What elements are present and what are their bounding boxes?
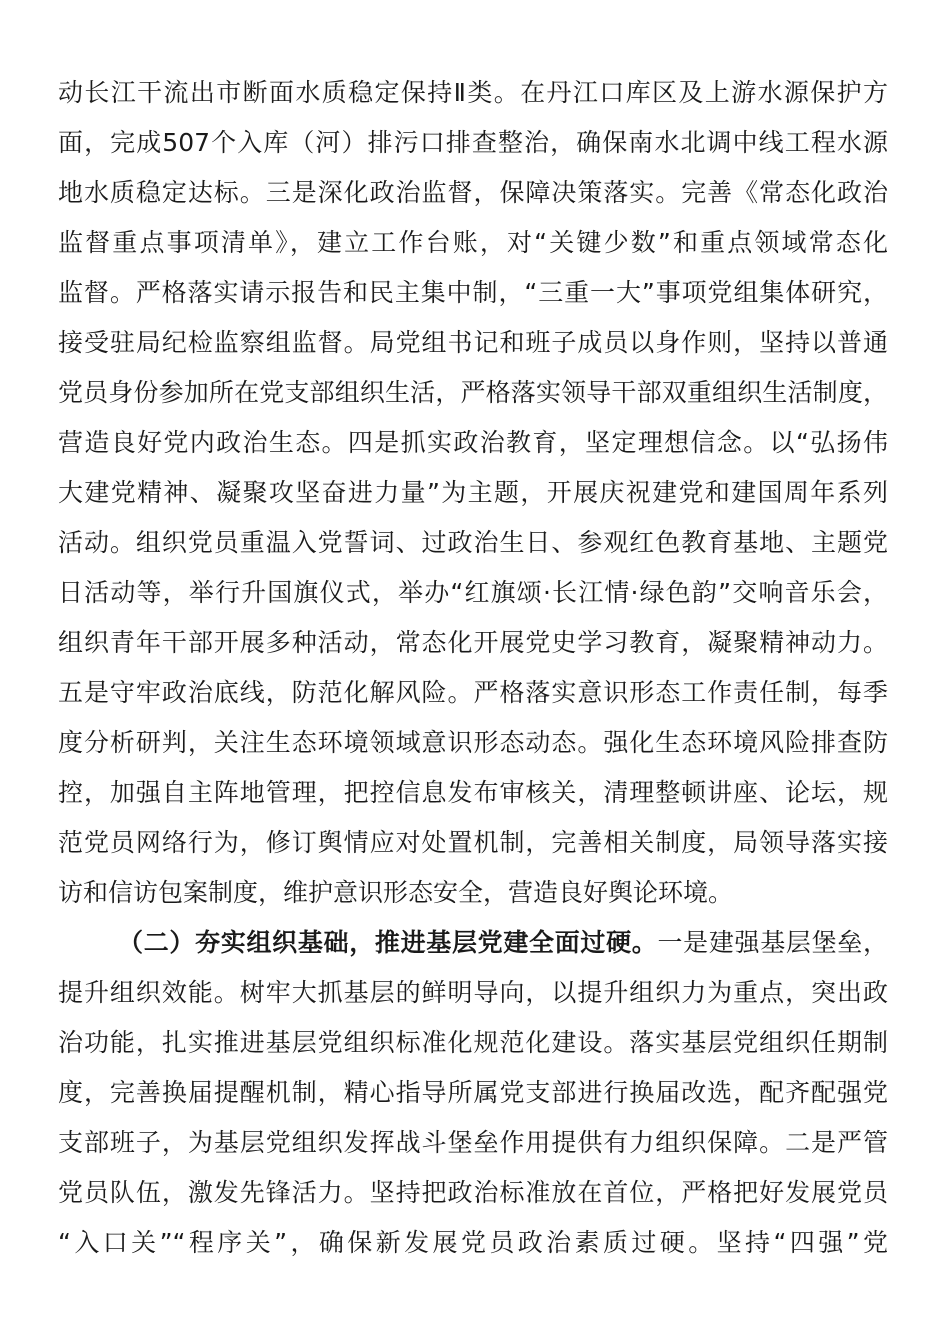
section-heading: （二）夯实组织基础，推进基层党建全面过硬。 xyxy=(118,928,658,957)
text-line: 五是守牢政治底线，防范化解风险。严格落实意识形态工作责任制，每季 xyxy=(58,678,888,707)
text-line: 控，加强自主阵地管理，把控信息发布审核关，清理整顿讲座、论坛，规 xyxy=(58,778,888,807)
document-body xyxy=(58,68,888,1268)
text-line: 提升组织效能。树牢大抓基层的鲜明导向，以提升组织力为重点，突出政 xyxy=(58,978,888,1007)
text-line: 范党员网络行为，修订舆情应对处置机制，完善相关制度，局领导落实接 xyxy=(58,828,888,857)
text-line: 党员身份参加所在党支部组织生活，严格落实领导干部双重组织生活制度， xyxy=(58,378,888,407)
section-heading-rest: 一是建强基层堡垒， xyxy=(657,928,888,957)
text-line: 接受驻局纪检监察组监督。局党组书记和班子成员以身作则，坚持以普通 xyxy=(58,328,888,357)
text-line: 组织青年干部开展多种活动，常态化开展党史学习教育，凝聚精神动力。 xyxy=(58,628,888,657)
text-line: 日活动等，举行升国旗仪式，举办“红旗颂·长江情·绿色韵”交响音乐会， xyxy=(58,578,888,607)
text-line: 地水质稳定达标。三是深化政治监督，保障决策落实。完善《常态化政治 xyxy=(58,178,888,207)
text-line: “入口关”“程序关”，确保新发展党员政治素质过硬。坚持“四强”党 xyxy=(58,1228,888,1257)
text-line: 党员队伍，激发先锋活力。坚持把政治标准放在首位，严格把好发展党员 xyxy=(58,1178,888,1207)
section-heading-line xyxy=(58,918,888,968)
text-line: 度分析研判，关注生态环境领域意识形态动态。强化生态环境风险排查防 xyxy=(58,728,888,757)
text-line: 监督重点事项清单》，建立工作台账，对“关键少数”和重点领域常态化 xyxy=(58,228,888,257)
text-line: 动长江干流出市断面水质稳定保持Ⅱ类。在丹江口库区及上游水源保护方 xyxy=(58,78,888,107)
text-line: 治功能，扎实推进基层党组织标准化规范化建设。落实基层党组织任期制 xyxy=(58,1028,888,1057)
text-line: 活动。组织党员重温入党誓词、过政治生日、参观红色教育基地、主题党 xyxy=(58,528,888,557)
text-line: 面，完成507个入库（河）排污口排查整治，确保南水北调中线工程水源 xyxy=(58,128,888,157)
text-line: 度，完善换届提醒机制，精心指导所属党支部进行换届改选，配齐配强党 xyxy=(58,1078,888,1107)
text-line: 监督。严格落实请示报告和民主集中制，“三重一大”事项党组集体研究， xyxy=(58,278,888,307)
text-line: 营造良好党内政治生态。四是抓实政治教育，坚定理想信念。以“弘扬伟 xyxy=(58,428,888,457)
text-line: 大建党精神、凝聚攻坚奋进力量”为主题，开展庆祝建党和建国周年系列 xyxy=(58,478,888,507)
paragraph-end-line: 访和信访包案制度，维护意识形态安全，营造良好舆论环境。 xyxy=(58,878,734,907)
text-line: 支部班子，为基层党组织发挥战斗堡垒作用提供有力组织保障。二是严管 xyxy=(58,1128,888,1157)
